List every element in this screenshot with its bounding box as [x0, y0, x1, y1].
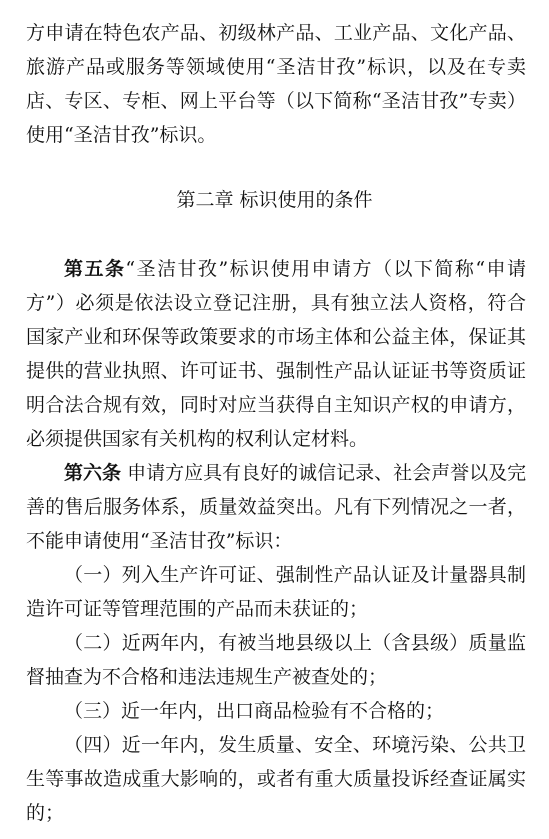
paragraph-line: 旅游产品或服务等领域使用“圣洁甘孜”标识，以及在专卖	[26, 56, 526, 78]
list-item-line: 造许可证等管理范围的产品而未获证的；	[26, 598, 369, 620]
list-item-line: （二）近两年内，有被当地县级以上（含县级）质量监	[64, 632, 526, 654]
paragraph-line: 方”）必须是依法设立登记注册，具有独立法人资格，符合	[26, 292, 526, 314]
list-item-line: （一）列入生产许可证、强制性产品认证及计量器具制	[64, 564, 526, 586]
article-5-label: 第五条	[64, 258, 126, 280]
paragraph-line: 使用“圣洁甘孜”标识。	[26, 124, 217, 146]
paragraph-line: 国家产业和环保等政策要求的市场主体和公益主体，保证其	[26, 326, 526, 348]
list-item-line: （三）近一年内，出口商品检验有不合格的；	[64, 700, 445, 722]
paragraph-line: 方申请在特色农产品、初级林产品、工业产品、文化产品、	[26, 22, 526, 44]
article-6-first-line	[64, 456, 526, 490]
paragraph-line: 善的售后服务体系，质量效益突出。凡有下列情况之一者，	[26, 496, 526, 518]
list-item-line: 的；	[26, 802, 65, 824]
article-6-label: 第六条	[64, 462, 122, 484]
paragraph-line: 必须提供国家有关机构的权利认定材料。	[26, 428, 369, 450]
paragraph-line: 不能申请使用“圣洁甘孜”标识：	[26, 530, 293, 552]
list-item-line: 督抽查为不合格和违法违规生产被查处的；	[26, 666, 388, 688]
chapter-heading: 第二章 标识使用的条件	[176, 189, 373, 211]
list-item-line: 生等事故造成重大影响的，或者有重大质量投诉经查证属实	[26, 768, 526, 790]
paragraph-line: 店、专区、专柜、网上平台等（以下简称“圣洁甘孜”专卖）	[26, 90, 526, 112]
article-5-text: “圣洁甘孜”标识使用申请方（以下简称“申请	[125, 258, 526, 280]
article-5-first-line	[64, 252, 526, 286]
list-item-line: （四）近一年内，发生质量、安全、环境污染、公共卫	[64, 734, 526, 756]
article-6-text: 申请方应具有良好的诚信记录、社会声誉以及完	[127, 462, 526, 484]
paragraph-line: 提供的营业执照、许可证书、强制性产品认证证书等资质证	[26, 360, 526, 382]
paragraph-line: 明合法合规有效，同时对应当获得自主知识产权的申请方，	[26, 394, 526, 416]
